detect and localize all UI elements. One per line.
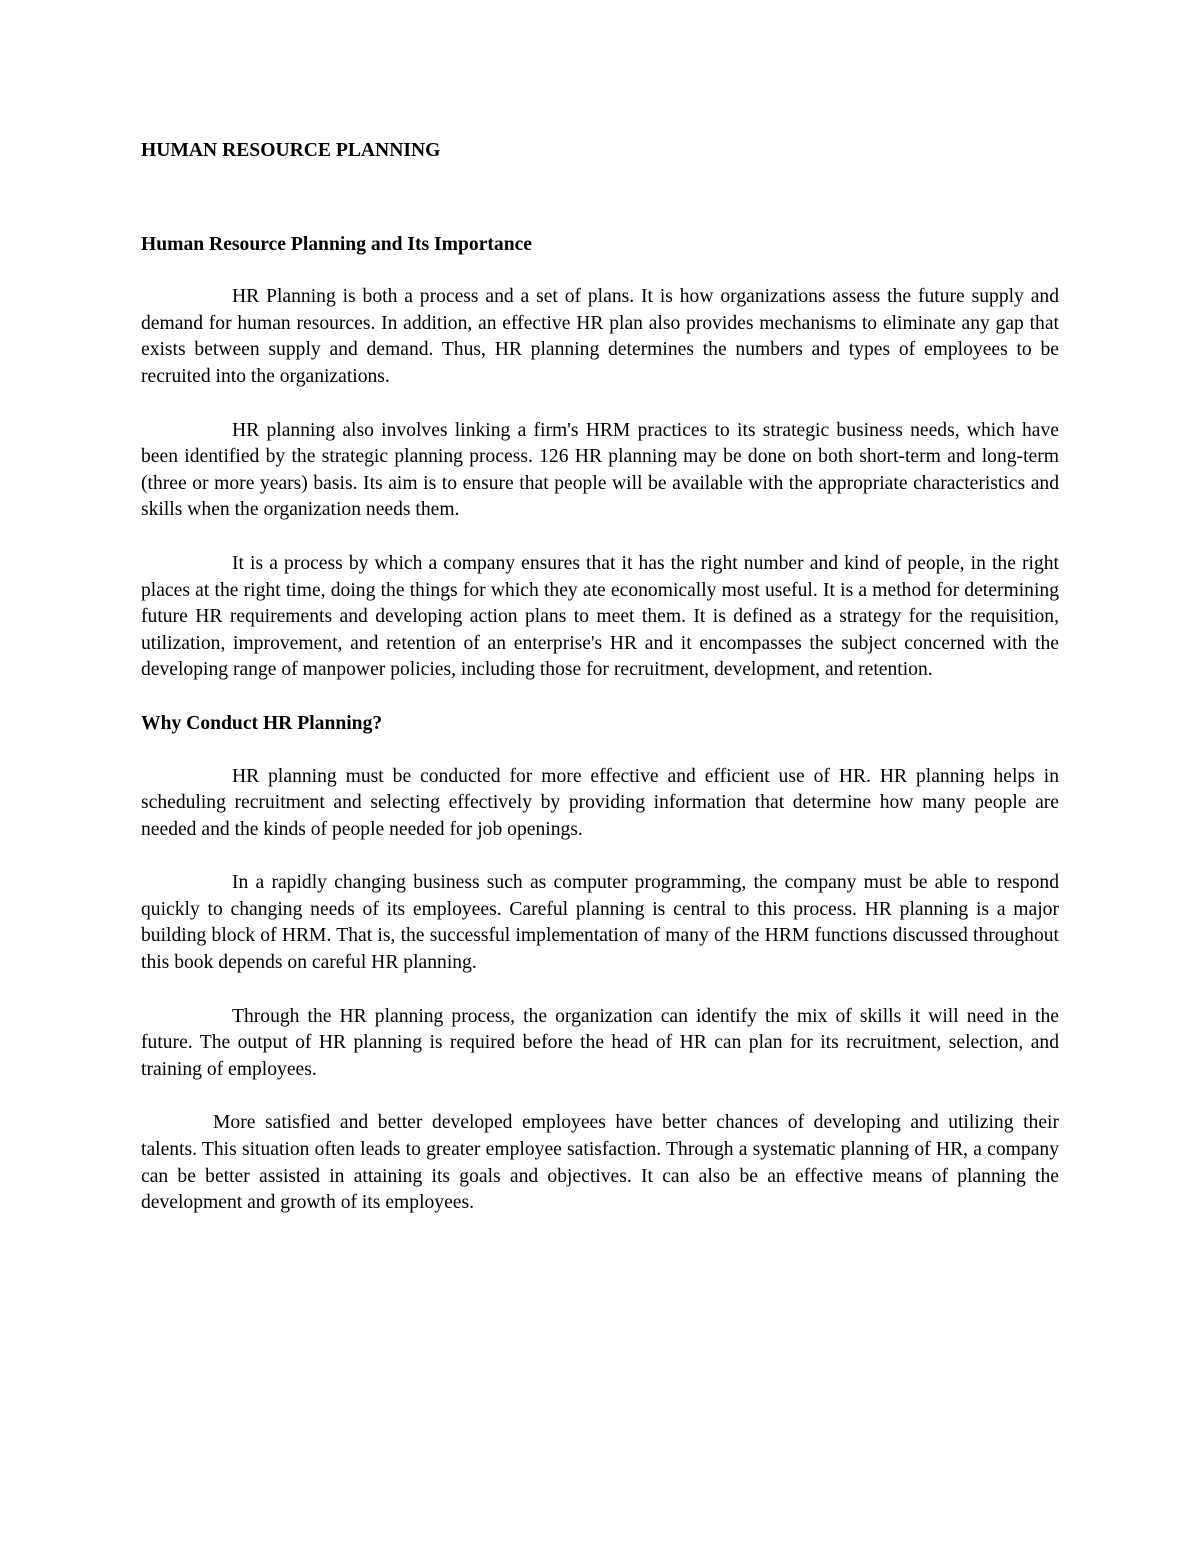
document-page: [141, 138, 1059, 1244]
section-why-conduct: [141, 711, 1059, 1217]
paragraph: HR planning must be conducted for more effective and efficient use of HR. HR planning helps in scheduling recruitment and selecting effectively by providing information that determine how many people are needed and the kinds of people needed for job openings.: [141, 765, 1059, 840]
document-title: HUMAN RESOURCE PLANNING: [141, 140, 441, 161]
paragraph: It is a process by which a company ensures that it has the right number and kind of people, in the right places at the right time, doing the things for which they ate economically most useful. It is a method for determining future HR requirements and developing action plans to meet them. It is defined as a strategy for the requisition, utilization, improvement, and retention of an enterprise's HR and it encompasses the subject concerned with the developing range of manpower policies, including those for recruitment, development, and retention.: [141, 552, 1059, 681]
paragraph: HR planning also involves linking a firm's HRM practices to its strategic business needs, which have been identified by the strategic planning process. 126 HR planning may be done on both short-term and long-term (three or more years) basis. Its aim is to ensure that people will be available with the appropriate characteristics and skills when the organization needs them.: [141, 419, 1059, 521]
paragraph: More satisfied and better developed employees have better chances of developing and utilizing their talents. This situation often leads to greater employee satisfaction. Through a systematic planning of HR, a company can be better assisted in attaining its goals and objectives. It can also be an effective means of planning the development and growth of its employees.: [141, 1112, 1059, 1214]
section-heading: Why Conduct HR Planning?: [141, 712, 383, 734]
section-heading: Human Resource Planning and Its Importance: [141, 233, 533, 255]
paragraph: Through the HR planning process, the organization can identify the mix of skills it will need in the future. The output of HR planning is required before the head of HR can plan for its recruitment, selection, and training of employees.: [141, 1005, 1059, 1080]
section-importance: [141, 232, 1059, 684]
paragraph: HR Planning is both a process and a set of plans. It is how organizations assess the future supply and demand for human resources. In addition, an effective HR plan also provides mechanisms to eliminate any gap that exists between supply and demand. Thus, HR planning determines the numbers and types of employees to be recruited into the organizations.: [141, 286, 1059, 387]
paragraph: In a rapidly changing business such as computer programming, the company must be able to respond quickly to changing needs of its employees. Careful planning is central to this process. HR planning is a major building block of HRM. That is, the successful implementation of many of the HRM functions discussed throughout this book depends on careful HR planning.: [141, 872, 1059, 974]
